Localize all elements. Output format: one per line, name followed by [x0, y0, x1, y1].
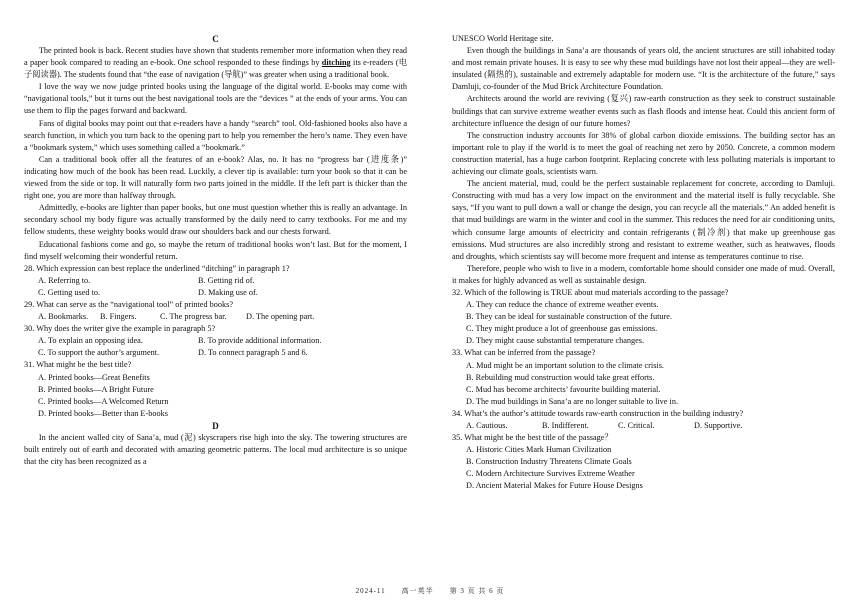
q35-option-d: D. Ancient Material Makes for Future House Designs — [466, 481, 643, 491]
q30-option-c: C. To support the author’s argument. — [38, 348, 160, 358]
q34-option-a: A. Cautious. — [466, 421, 508, 430]
question-30-options-row-1 — [24, 335, 407, 347]
passage-c-paragraph-3: Fans of digital books may point out that e-readers have a handy “search” tool. Old-fashioned books also have a search function, in which you turn back to the opening part to help you remember the hero’s name. They even have a “bookmark system,” which uses something called a “bookmark.” — [24, 118, 407, 152]
q28-option-b: B. Getting rid of. — [198, 275, 255, 285]
q28-option-c: C. Getting used to. — [38, 287, 101, 297]
question-30-stem: 30. Why does the writer give the example in paragraph 5? — [24, 324, 216, 334]
q29-option-d: D. The opening part. — [246, 312, 315, 322]
passage-d-paragraph-1: In the ancient walled city of Sana’a, mud (泥) skyscrapers rise high into the sky. The towering structures are built entirely out of earth and decorated with amazing geometric patterns. The local mud architecture is so unique that the city has been recognized as a — [24, 432, 407, 467]
question-35-stem: 35. What might be the best title of the passage？ — [452, 433, 613, 443]
q32-option-b: B. They can be ideal for sustainable construction of the future. — [466, 312, 673, 322]
q32-option-d: D. They might cause substantial temperature changes. — [466, 336, 645, 346]
passage-d-paragraph-3: Architects around the world are reviving (复兴) raw-earth construction as they seek to construct sustainable buildings that can survive extreme weather events such as flash floods and intense heat. Could this ancient form of architecture influence the design of our future homes? — [452, 94, 835, 128]
passage-d-paragraph-1-continued: UNESCO World Heritage site. — [452, 34, 554, 43]
question-31-stem: 31. What might be the best title? — [24, 360, 132, 370]
question-34-stem: 34. What’s the author’s attitude towards raw-earth construction in the building industry? — [452, 408, 744, 418]
question-33-stem: 33. What can be inferred from the passage? — [452, 348, 596, 358]
right-column — [452, 33, 835, 493]
q28-option-a: A. Referring to. — [38, 275, 91, 285]
q31-option-b: B. Printed books—A Bright Future — [38, 384, 154, 394]
q31-option-c: C. Printed books—A Welcomed Return — [38, 396, 169, 406]
page-footer: 2024-11 高一英半 第 3 页 共 6 页 — [355, 587, 505, 595]
q29-option-b: B. Fingers. — [100, 312, 137, 322]
q29-option-c: C. The progress bar. — [160, 312, 227, 322]
q31-option-d: D. Printed books—Better than E-books — [38, 408, 168, 418]
q30-option-a: A. To explain an opposing idea. — [38, 336, 143, 346]
q34-option-c: C. Critical. — [618, 421, 655, 430]
passage-c-paragraph-6: Educational fashions come and go, so maybe the return of traditional books won’t last. But for the moment, I find myself welcoming their wonderful return. — [24, 239, 407, 261]
section-d-heading: D — [212, 420, 219, 431]
question-28-stem: 28. Which expression can best replace the underlined “ditching” in paragraph 1? — [24, 263, 290, 273]
q31-option-a: A. Printed books—Great Benefits — [38, 372, 150, 382]
q28-option-d: D. Making use of. — [198, 287, 258, 297]
passage-c-paragraph-4: Can a traditional book offer all the features of an e-book? Alas, no. It has no “progress bar (进度条)” indicating how much of the book has been read. Luckily, a clever tip is available: turn your book so that it can be viewed from the side or top. It will naturally form two parts joined in the middle. If the left part is thicker than the right one, you are more than halfway through. — [24, 154, 407, 201]
question-29-stem: 29. What can serve as the “navigational tool” of printed books? — [24, 299, 234, 309]
question-32-stem: 32. Which of the following is TRUE about mud materials according to the passage? — [452, 287, 729, 297]
q29-option-a: A. Bookmarks. — [38, 312, 89, 322]
passage-c-paragraph-5: Admittedly, e-books are lighter than paper books, but one must question whether this is really an advantage. In secondary school my body figure was actually transformed by the daily need to carry textbooks. For me and my fellow students, these weighty books would draw our shoulders back and our chests forward. — [24, 203, 407, 237]
q33-option-d: D. The mud buildings in Sana’a are no longer suitable to live in. — [466, 396, 679, 406]
q34-option-b: B. Indifferent. — [542, 421, 589, 430]
q33-option-a: A. Mud might be an important solution to the climate crisis. — [466, 360, 664, 370]
question-30-options-row-2 — [24, 347, 407, 359]
q35-option-b: B. Construction Industry Threatens Climate Goals — [466, 457, 632, 467]
q32-option-c: C. They might produce a lot of greenhouse gas emissions. — [466, 324, 658, 334]
passage-d-paragraph-5: The ancient material, mud, could be the perfect sustainable replacement for concrete, according to Damluji. Constructing with mud has a very low impact on the environment and the material itself is fully recyclable. She says, “If you want to pull down a wall or change the design, you can recycle all the materials.” An added benefit is that mud buildings are warm in the winter and cool in the summer. This reduces the need for air conditioning units, which consume large amounts of electricity and contain refrigerants (制冷剂) that make up greenhouse gas emissions. Mud structures are also incredibly strong and resistant to extreme weather, such as heatwaves, floods and droughts, which scientists say will become more frequent and intense as temperatures continue to rise. — [452, 179, 835, 261]
q30-option-b: B. To provide additional information. — [198, 336, 322, 346]
question-29-options — [24, 311, 407, 323]
question-28-options-row-2 — [24, 287, 407, 299]
passage-d-paragraph-6: Therefore, people who wish to live in a modern, comfortable home should consider one made of mud. Overall, it makes for highly advanced as well as sustainable design. — [452, 263, 835, 285]
question-28-options-row-1 — [24, 275, 407, 287]
p1-text-b: its e-readers (电子阅读器). The students found that “the ease of navigation (导航)” was greater when using a traditional book. — [24, 58, 407, 80]
passage-d-paragraph-4: The construction industry accounts for 38% of global carbon dioxide emissions. The building sector has an important role to play if the world is to meet the goal of reaching net zero by 2050. Concrete, a common modern construction material, has a huge carbon footprint. Replacing concrete with less polluting materials is important to achieving our climate goals, scientists warn. — [452, 130, 835, 177]
q30-option-d: D. To connect paragraph 5 and 6. — [198, 348, 308, 358]
q32-option-a: A. They can reduce the chance of extreme weather events. — [466, 300, 659, 310]
passage-c-paragraph-2: I love the way we now judge printed books using the language of the digital world. E-books may come with “navigational tools,” but it turns out the best navigational tools are the “devices ” at the ends of your arms. You can use them to flip the pages forward and backward. — [24, 82, 407, 116]
q33-option-c: C. Mud has become architects’ favourite building material. — [466, 384, 661, 394]
left-column — [24, 33, 407, 468]
p1-text-a: The printed book is back. Recent studies have shown that students remember more information when they read a paper book compared to reading an e-book. One school responded to these findings by — [24, 46, 407, 68]
passage-d-paragraph-2: Even though the buildings in Sana’a are thousands of years old, the ancient structures are still inhabited today and most remain private houses. It is easy to see why these mud buildings have not lost their appeal—they are well-insulated (隔热的), sustainable and extremely adaptable for modern use. “It is the architecture of the future,” says Damluji, co-founder of the Mud Brick Architecture Foundation. — [452, 46, 835, 92]
q33-option-b: B. Rebuilding mud construction would take great efforts. — [466, 372, 655, 382]
section-c-heading: C — [212, 34, 219, 44]
q35-option-c: C. Modern Architecture Survives Extreme Weather — [466, 469, 635, 479]
q34-option-d: D. Supportive. — [694, 421, 743, 430]
q35-option-a: A. Historic Cities Mark Human Civilization — [466, 445, 612, 455]
underlined-word: ditching — [321, 58, 351, 68]
passage-c-paragraph-1 — [24, 45, 407, 81]
question-34-options — [452, 420, 835, 432]
